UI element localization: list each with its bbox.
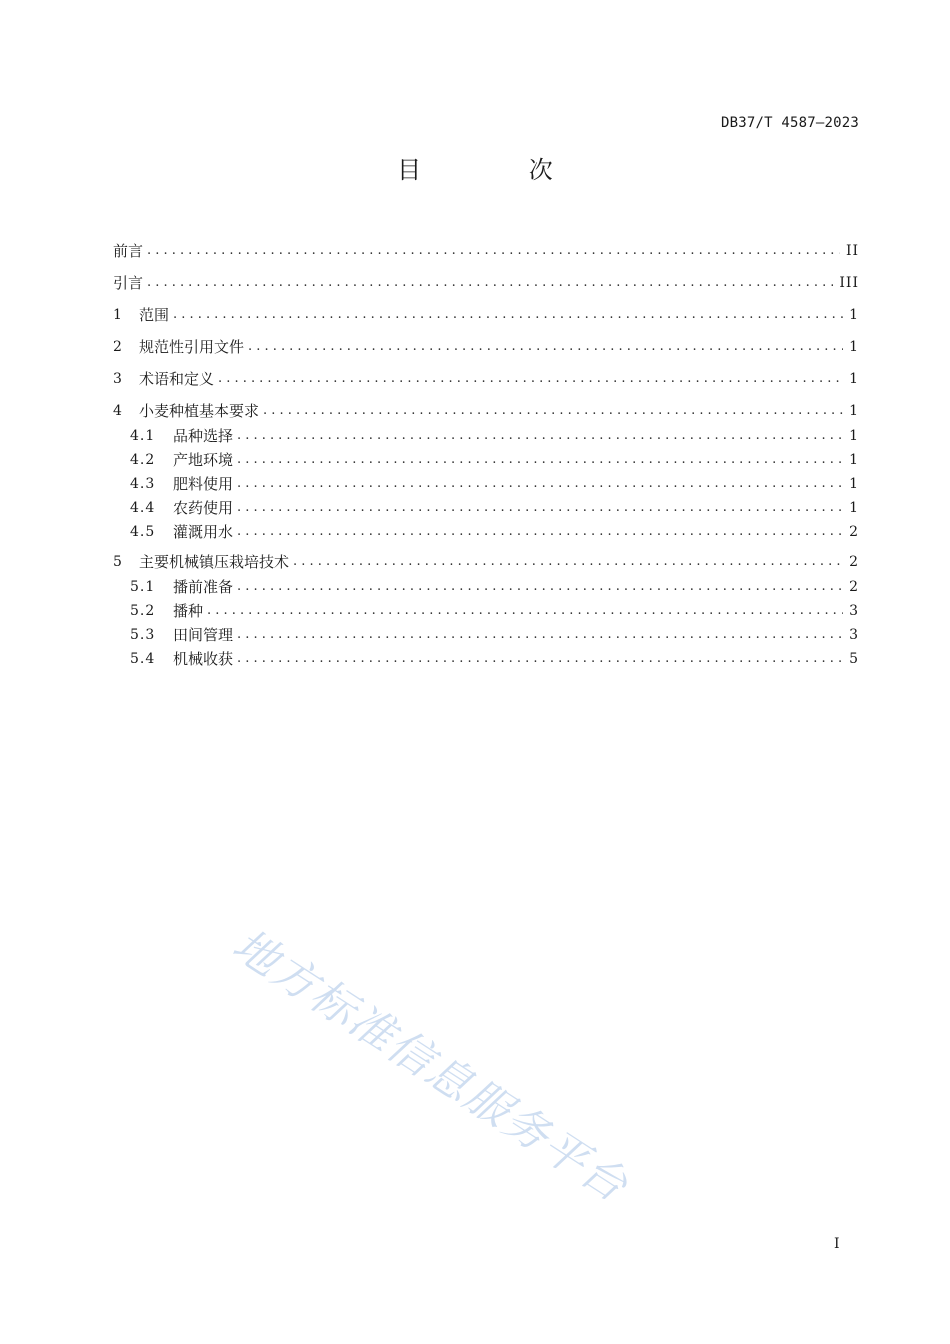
toc-entry-page: 1 [849,476,859,492]
page-number: I [834,1236,840,1252]
toc-entry-4-2[interactable] [130,449,859,471]
toc-entry-number: 5.1 [130,579,156,595]
toc-entry-5-2[interactable] [130,600,859,622]
page-title: 目 次 [397,156,603,184]
toc-entry-page: 3 [849,603,859,619]
toc-entry-2[interactable] [113,336,859,358]
toc-entry-number: 5 [113,554,122,570]
toc-entry-number: 5.3 [130,627,156,643]
toc-entry-page: 1 [849,371,859,387]
toc-entry-number: 4.5 [130,524,156,540]
toc-entry-page: 1 [849,403,859,419]
toc-entry-label: 机械收获 [173,650,234,668]
toc-entry-label: 主要机械镇压栽培技术 [139,553,290,571]
toc-entry-page: II [845,243,859,259]
toc-leader-dots [147,272,833,294]
toc-leader-dots [237,521,843,543]
toc-entry-4-4[interactable] [130,497,859,519]
toc-entry-label: 小麦种植基本要求 [139,402,260,420]
toc-entry-number: 3 [113,371,122,387]
toc-leader-dots [173,304,843,326]
toc-entry-number: 5.2 [130,603,156,619]
toc-entry-label: 肥料使用 [173,475,234,493]
toc-entry-page: 1 [849,500,859,516]
toc-entry-page: 2 [849,524,859,540]
toc-leader-dots [237,449,843,471]
toc-entry-label: 产地环境 [173,451,234,469]
toc-entry-5-3[interactable] [130,624,859,646]
toc-entry-4-3[interactable] [130,473,859,495]
toc-entry-number: 4.3 [130,476,156,492]
toc-leader-dots [293,551,843,573]
toc-entry-4-1[interactable] [130,425,859,447]
toc-entry-number: 4.2 [130,452,156,468]
toc-leader-dots [237,473,843,495]
toc-leader-dots [237,648,843,670]
watermark: 地方标准信息服务平台 [223,919,638,1213]
toc-entry-label: 播种 [173,602,204,620]
document-code: DB37/T 4587—2023 [720,115,859,131]
toc-entry-5[interactable] [113,551,859,573]
toc-entry-label: 前言 [113,242,144,260]
toc-entry-label: 引言 [113,274,144,292]
toc-leader-dots [207,600,843,622]
toc-entry-label: 农药使用 [173,499,234,517]
toc-leader-dots [237,497,843,519]
toc-entry-label: 播前准备 [173,578,234,596]
toc-entry-number: 4.1 [130,428,156,444]
toc-entry-page: 2 [849,579,859,595]
toc-entry-number: 2 [113,339,122,355]
toc-leader-dots [237,624,843,646]
toc-entry-4[interactable] [113,400,859,422]
toc-entry-number: 4 [113,403,122,419]
toc-entry-introduction[interactable] [113,272,859,294]
toc-entry-page: 1 [849,339,859,355]
toc-leader-dots [147,240,840,262]
toc-entry-page: 1 [849,452,859,468]
toc-entry-4-5[interactable] [130,521,859,543]
toc-entry-page: 3 [849,627,859,643]
toc-entry-label: 田间管理 [173,626,234,644]
toc-leader-dots [218,368,843,390]
toc-entry-5-1[interactable] [130,576,859,598]
toc-entry-number: 4.4 [130,500,156,516]
toc-entry-label: 范围 [139,306,170,324]
toc-leader-dots [263,400,843,422]
toc-entry-number: 5.4 [130,651,156,667]
toc-entry-label: 术语和定义 [139,370,215,388]
toc-entry-label: 规范性引用文件 [139,338,245,356]
toc-leader-dots [237,576,843,598]
toc-entry-page: 2 [849,554,859,570]
toc-entry-page: 5 [849,651,859,667]
toc-entry-foreword[interactable] [113,240,859,262]
toc-entry-label: 灌溉用水 [173,523,234,541]
toc-entry-1[interactable] [113,304,859,326]
toc-entry-page: 1 [849,307,859,323]
toc-entry-number: 1 [113,307,122,323]
toc-leader-dots [248,336,843,358]
toc-entry-page: III [839,275,859,291]
toc-entry-5-4[interactable] [130,648,859,670]
toc-leader-dots [237,425,843,447]
toc-entry-3[interactable] [113,368,859,390]
toc-entry-page: 1 [849,428,859,444]
toc-entry-label: 品种选择 [173,427,234,445]
